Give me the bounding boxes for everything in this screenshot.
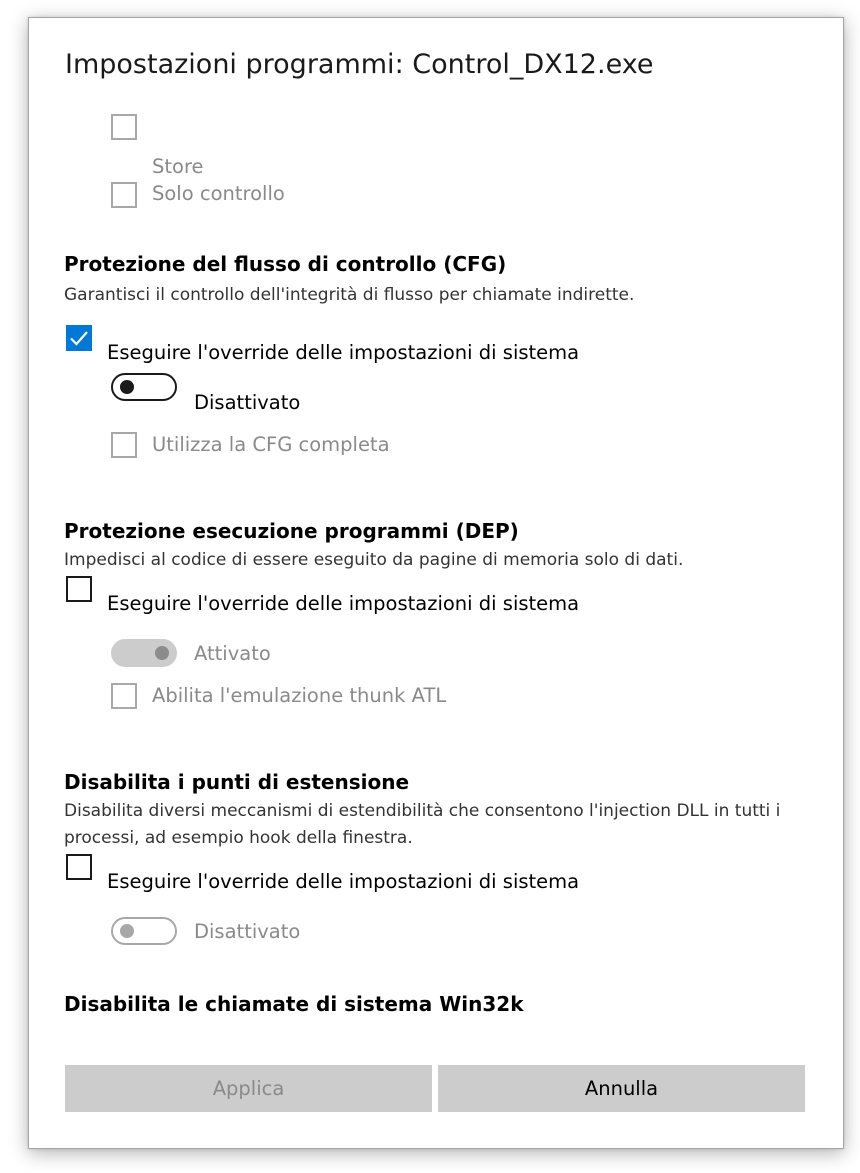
- cancel-button[interactable]: Annulla: [438, 1065, 805, 1112]
- atl-thunk-label: Abilita l'emulazione thunk ATL: [152, 684, 447, 707]
- cfg-toggle-label: Disattivato: [194, 391, 301, 414]
- apply-button[interactable]: Applica: [65, 1065, 432, 1112]
- toggle-knob: [120, 380, 134, 394]
- store-checkbox-partial: [111, 114, 137, 140]
- extension-points-toggle-label: Disattivato: [194, 920, 301, 943]
- cfg-description: Garantisci il controllo dell'integrità di flusso per chiamate indirette.: [64, 285, 635, 305]
- full-cfg-label: Utilizza la CFG completa: [152, 433, 390, 456]
- cfg-heading: Protezione del flusso di controllo (CFG): [64, 252, 507, 276]
- extension-points-override-label[interactable]: Eseguire l'override delle impostazioni di sistema: [107, 870, 580, 893]
- extension-points-override-checkbox[interactable]: [66, 854, 92, 880]
- extension-points-description: Disabilita diversi meccanismi di estendibilità che consentono l'injection DLL in tutti i processi, ad esempio hook della finestra.: [64, 801, 781, 848]
- dialog-title: Impostazioni programmi: Control_DX12.exe: [65, 49, 654, 80]
- atl-thunk-checkbox: [111, 683, 137, 709]
- solo-controllo-checkbox: [111, 182, 137, 208]
- full-cfg-checkbox: [111, 432, 137, 458]
- extension-points-toggle-switch: [111, 917, 177, 945]
- settings-scroll-area[interactable]: [29, 120, 843, 1016]
- cfg-override-checkbox[interactable]: [66, 325, 92, 351]
- cfg-override-label[interactable]: Eseguire l'override delle impostazioni di sistema: [107, 341, 580, 364]
- dep-override-label[interactable]: Eseguire l'override delle impostazioni di sistema: [107, 592, 580, 615]
- dep-override-checkbox[interactable]: [66, 576, 92, 602]
- checkmark-icon: [69, 328, 89, 348]
- dep-toggle-label: Attivato: [194, 642, 271, 665]
- dep-heading: Protezione esecuzione programmi (DEP): [64, 519, 519, 543]
- solo-controllo-label: Solo controllo: [152, 182, 285, 205]
- toggle-knob: [120, 924, 134, 938]
- dep-description: Impedisci al codice di essere eseguito da pagine di memoria solo di dati.: [64, 550, 684, 570]
- toggle-knob: [155, 646, 169, 660]
- cfg-toggle-switch[interactable]: [111, 373, 177, 401]
- extension-points-heading: Disabilita i punti di estensione: [64, 770, 410, 794]
- program-settings-dialog: [28, 17, 844, 1149]
- win32k-heading-partial: Disabilita le chiamate di sistema Win32k: [64, 992, 524, 1016]
- dep-toggle-switch: [111, 639, 177, 667]
- store-label-tail: Store: [152, 155, 204, 178]
